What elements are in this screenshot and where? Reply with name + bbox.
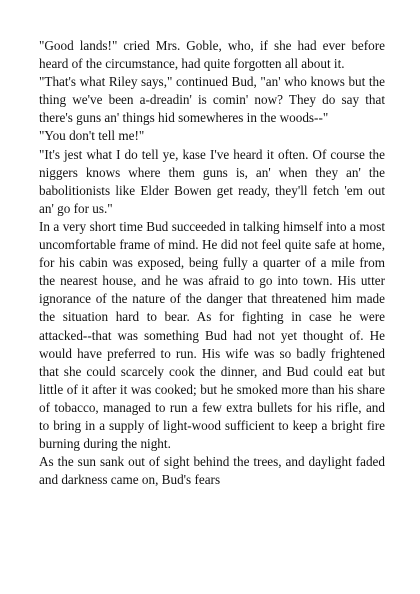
paragraph-jest-what-i-do: "It's jest what I do tell ye, kase I've heard it often. Of course the niggers knows where them guns is, an' when they an' the babolitionists like Elder Bowen get ready, they'll fetch 'em out an' go for us." xyxy=(39,146,385,216)
paragraph-sun-sank: As the sun sank out of sight behind the trees, and daylight faded and darkness came on, Bud's fears xyxy=(39,454,385,488)
paragraph-good-lands: "Good lands!" cried Mrs. Goble, who, if she had ever before heard of the circumstance, had quite forgotten all about it. xyxy=(39,38,385,72)
page-body xyxy=(39,37,385,489)
paragraph-bud-talking-himself: In a very short time Bud succeeded in talking himself into a most uncomfortable frame of mind. He did not feel quite safe at home, for his cabin was exposed, being fully a quarter of a mile from the nearest house, and he was afraid to go into town. His utter ignorance of the nature of the danger that threatened him made the situation hard to bear. As for fighting in case he were attacked--that was something Bud had not yet thought of. He would have preferred to run. His wife was so badly frightened that she could scarcely cook the dinner, and Bud could eat but little of it after it was cooked; but he smoked more than his share of tobacco, managed to run a few extra bullets for his rifle, and to bring in a supply of light-wood sufficient to keep a bright fire burning during the night. xyxy=(39,218,385,452)
paragraph-riley-says: "That's what Riley says," continued Bud, "an' who knows but the thing we've been a-dreadin' is comin' now? They do say that there's guns an' things hid somewheres in the woods--" xyxy=(39,74,385,126)
paragraph-you-dont-tell-me: "You don't tell me!" xyxy=(39,128,145,144)
